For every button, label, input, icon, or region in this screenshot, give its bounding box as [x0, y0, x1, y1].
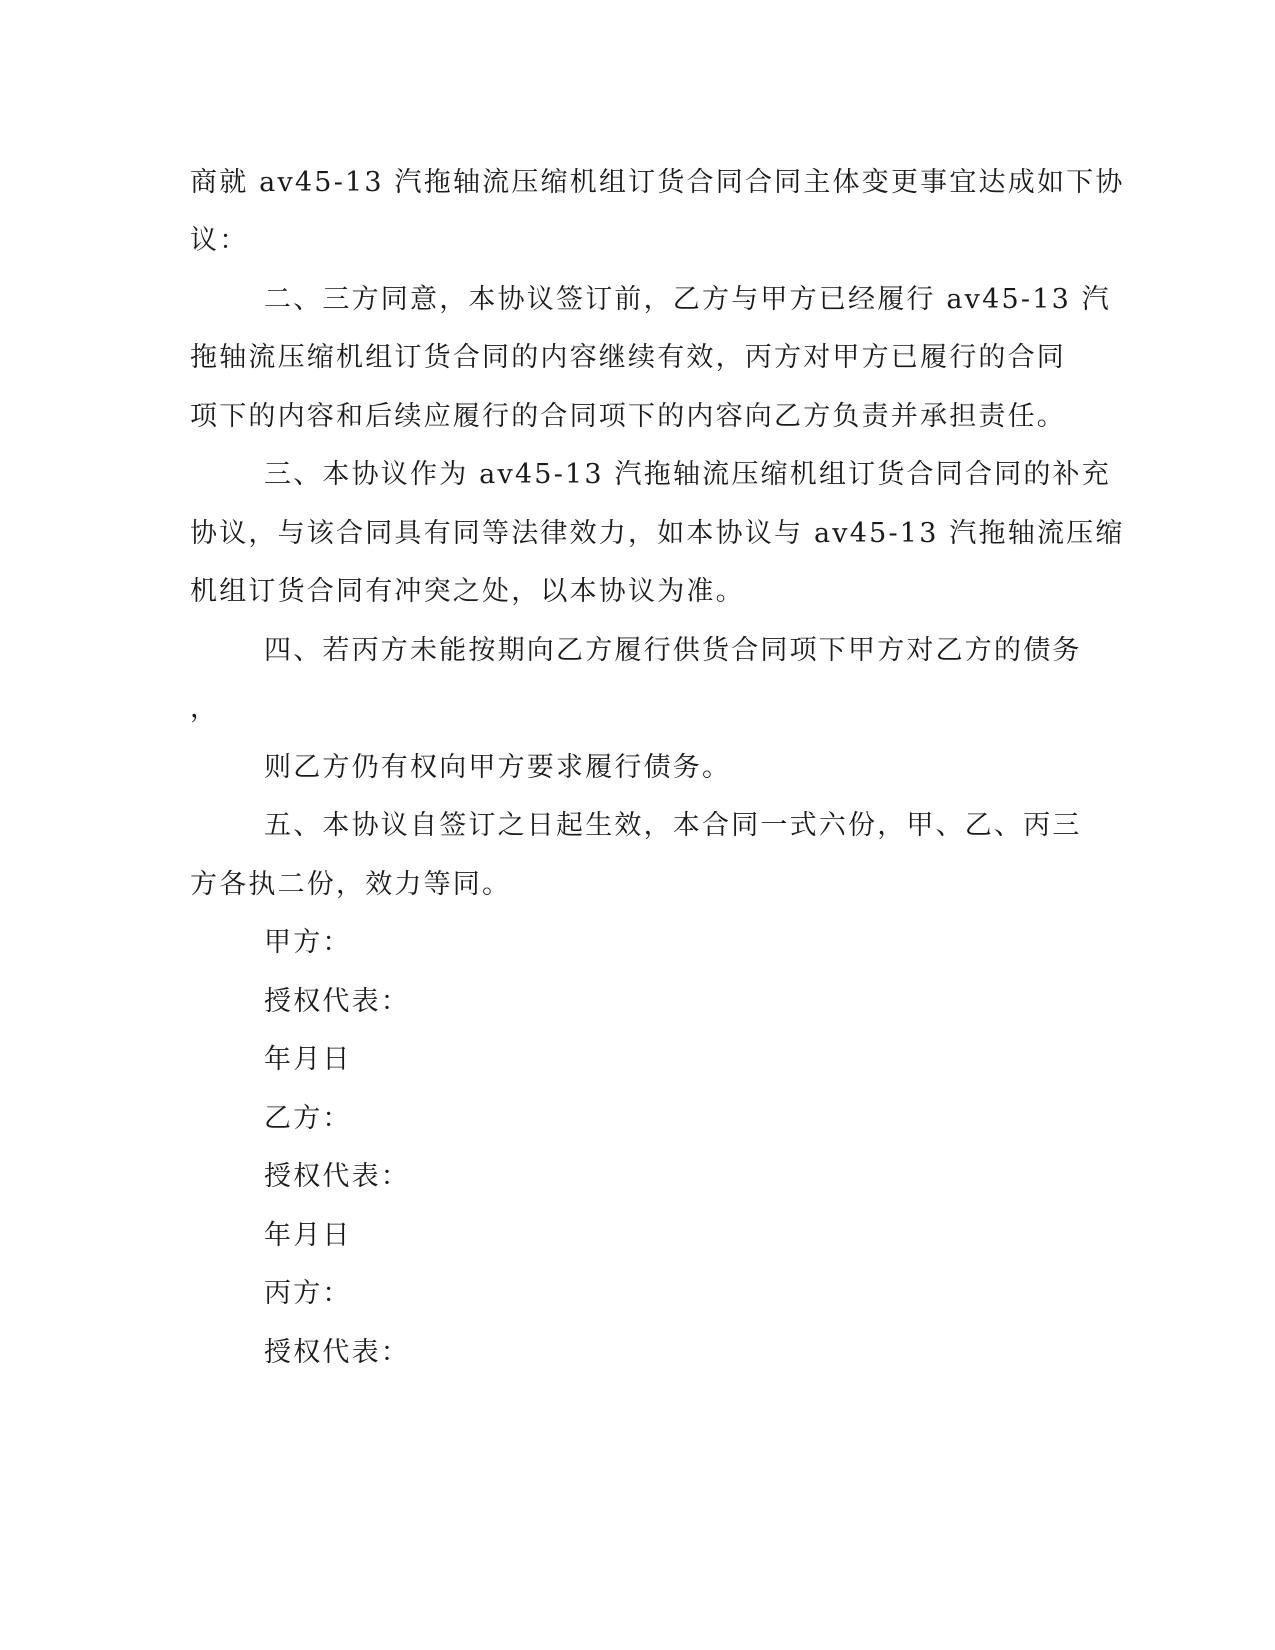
party-c-representative: 授权代表： [264, 1337, 410, 1368]
clause-four-line-2: ， [190, 693, 220, 724]
clause-four-line-1: 四、若丙方未能按期向乙方履行供货合同项下甲方对乙方的债务 [264, 635, 1082, 666]
party-a-date: 年月日 [264, 1044, 352, 1075]
party-b-representative: 授权代表： [264, 1161, 410, 1192]
party-b-label: 乙方： [264, 1103, 352, 1134]
clause-one-line-2: 议： [190, 225, 249, 256]
clause-three-line-3: 机组订货合同有冲突之处，以本协议为准。 [190, 576, 745, 607]
party-c-label: 丙方： [264, 1278, 352, 1309]
clause-two-line-3: 项下的内容和后续应履行的合同项下的内容向乙方负责并承担责任。 [190, 401, 1066, 432]
party-a-representative: 授权代表： [264, 986, 410, 1017]
clause-two-line-1: 二、三方同意，本协议签订前，乙方与甲方已经履行 av45-13 汽 [264, 284, 1111, 315]
clause-five-line-2: 方各执二份，效力等同。 [190, 869, 512, 900]
party-b-date: 年月日 [264, 1220, 352, 1251]
clause-one-line-1: 商就 av45-13 汽拖轴流压缩机组订货合同合同主体变更事宜达成如下协 [190, 167, 1125, 198]
clause-two-line-2: 拖轴流压缩机组订货合同的内容继续有效，丙方对甲方已履行的合同 [190, 342, 1066, 373]
clause-five-line-1: 五、本协议自签订之日起生效，本合同一式六份，甲、乙、丙三 [264, 810, 1082, 841]
clause-three-line-1: 三、本协议作为 av45-13 汽拖轴流压缩机组订货合同合同的补充 [264, 459, 1111, 490]
clause-three-line-2: 协议，与该合同具有同等法律效力，如本协议与 av45-13 汽拖轴流压缩 [190, 518, 1125, 549]
party-a-label: 甲方： [264, 927, 352, 958]
clause-four-line-3: 则乙方仍有权向甲方要求履行债务。 [264, 752, 732, 783]
